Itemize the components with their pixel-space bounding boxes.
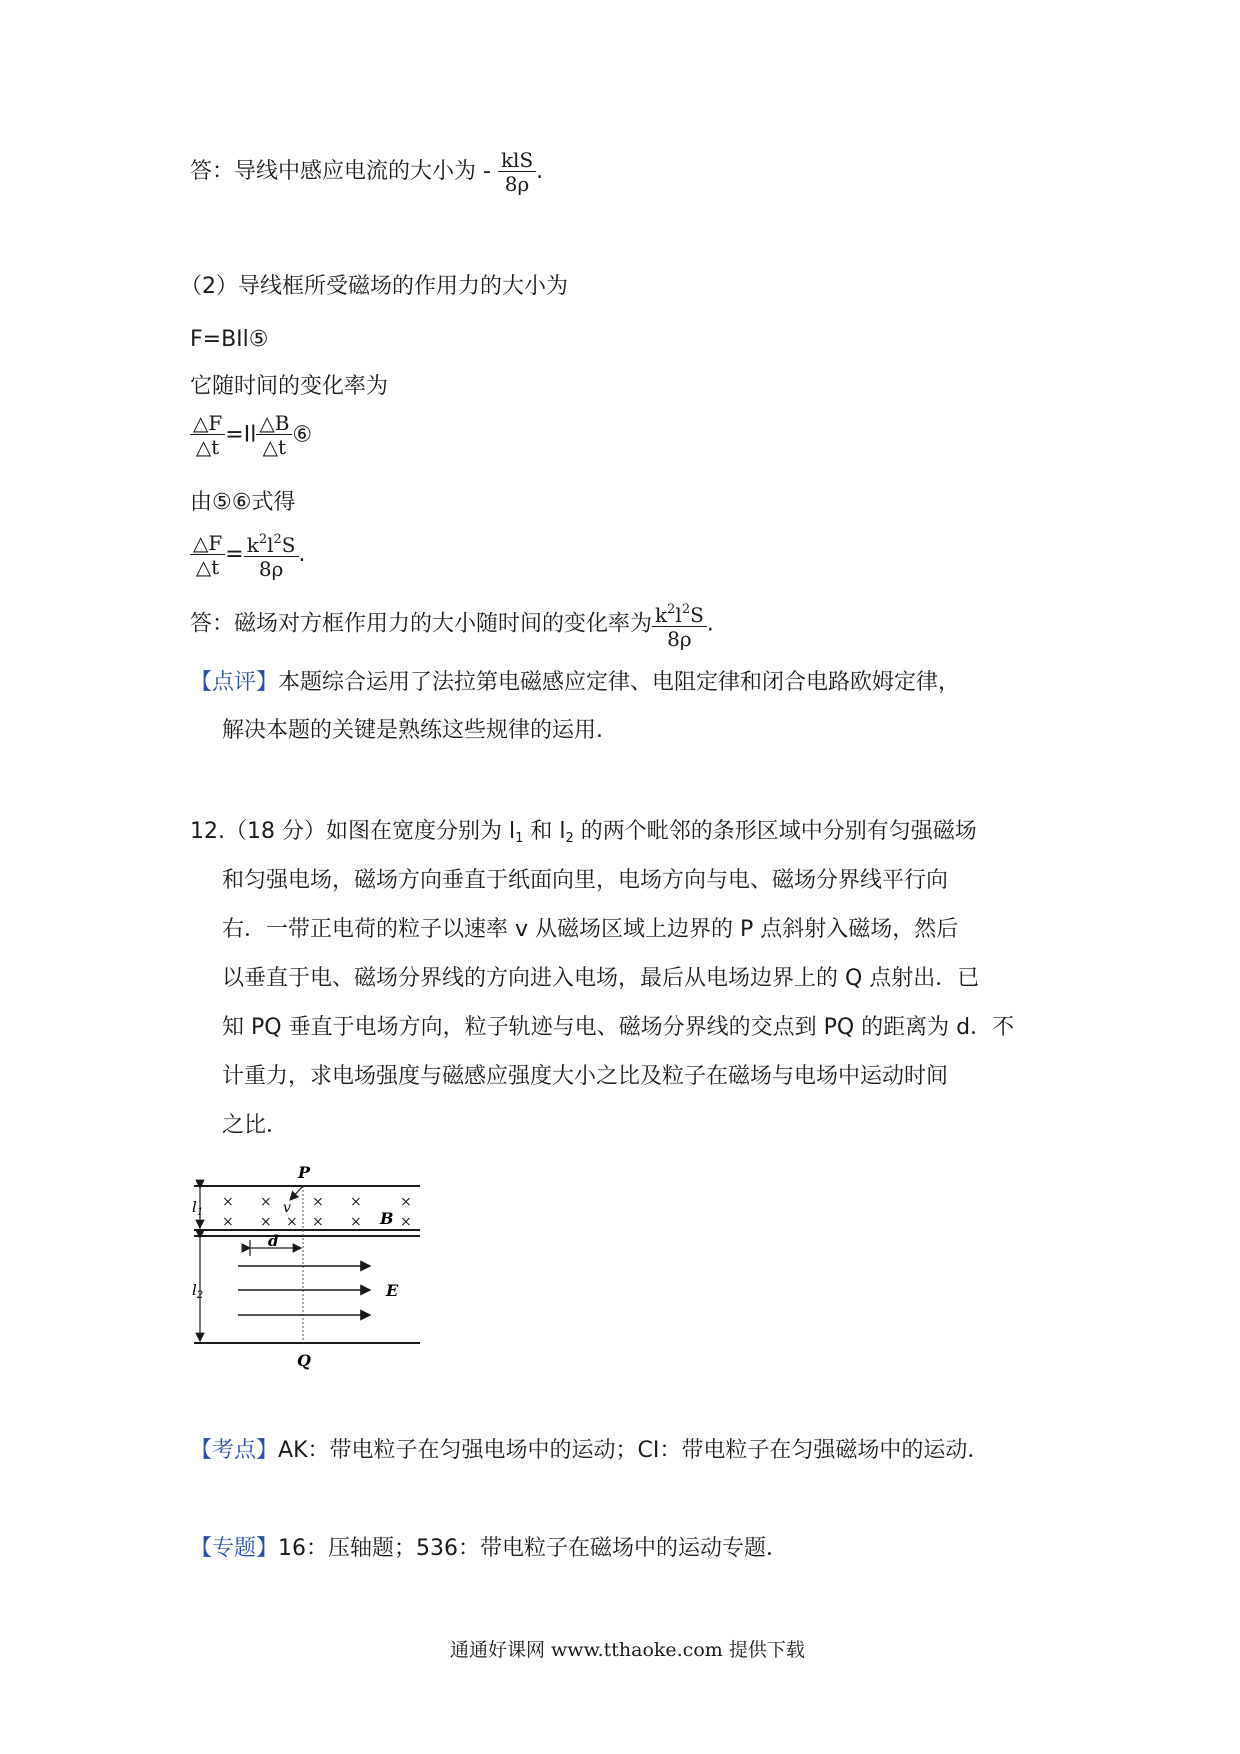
cross: × [222,1194,234,1210]
rate-intro: 它随时间的变化率为 [190,374,389,399]
kaodian-line: 【考点】AK：带电粒子在匀强电场中的运动；CI：带电粒子在匀强磁场中的运动． [190,1438,990,1463]
from-text: 由⑤⑥式得 [190,490,296,515]
answer-1: 答：导线中感应电流的大小为 - $\frac{\text{klS}}{8\rho}$ . [190,148,544,196]
review-line-2: 解决本题的关键是熟练这些规律的运用. [222,718,603,743]
review-tag: 【点评】 [190,670,279,695]
page-footer: 通通好课网 www.tthaoke.com 提供下载 [450,1639,805,1661]
label-E: E [386,1281,399,1300]
label-d: d [268,1232,279,1250]
cross: × [312,1214,324,1230]
cross: × [260,1194,272,1210]
q12-line-4: 以垂直于电、磁场分界线的方向进入电场，最后从电场边界上的 Q 点射出．已 [222,966,980,991]
equation-6: $\frac{\triangle F}{\triangle t}$ =Il $\frac{\triangle B}{\triangle t}$ ⑥ [190,413,312,457]
label-B: B [380,1209,394,1228]
cross: × [350,1214,362,1230]
kaodian-tag: 【考点】 [190,1438,279,1463]
review-line-1: 【点评】本题综合运用了法拉第电磁感应定律、电阻定律和闭合电路欧姆定律， [190,670,961,695]
q12-line-5: 知 PQ 垂直于电场方向，粒子轨迹与电、磁场分界线的交点到 PQ 的距离为 d．不 [222,1015,1015,1040]
answer-2-fraction: $\frac{k^2l^2S}{8\rho}$ [652,600,707,649]
q12-line-3: 右．一带正电荷的粒子以速率 v 从磁场区域上边界的 P 点斜射入磁场，然后 [222,917,959,942]
q12-line-7: 之比． [222,1113,289,1138]
field-diagram [180,1160,440,1375]
q12-line-6: 计重力，求电场强度与磁感应强度大小之比及粒子在磁场与电场中运动时间 [222,1064,949,1089]
cross: × [222,1214,234,1230]
q12-line-2: 和匀强电场，磁场方向垂直于纸面向里，电场方向与电、磁场分界线平行向 [222,868,949,893]
label-l1: $l_1$ [192,1198,204,1218]
cross: × [400,1214,412,1230]
cross: × [260,1214,272,1230]
cross: × [286,1214,298,1230]
label-l2: $l_2$ [192,1281,204,1301]
answer-2: 答：磁场对方框作用力的大小随时间的变化率为 $\frac{k^2l^2S}{8\rho}$ . [190,602,714,651]
answer-1-fraction: $\frac{\text{klS}}{8\rho}$ [498,150,536,194]
equation-7: $\frac{\triangle F}{\triangle t}$ = $\frac{k^2l^2S}{8\rho}$ . [190,530,306,579]
cross: × [400,1194,412,1210]
label-v: v [283,1200,291,1216]
equation-5: F=BIl⑤ [190,327,269,352]
part2-heading: （2）导线框所受磁场的作用力的大小为 [180,274,568,299]
label-Q: Q [297,1351,311,1370]
zhuanti-line: 【专题】16：压轴题；536：带电粒子在磁场中的运动专题． [190,1536,789,1561]
cross: × [312,1194,324,1210]
cross: × [350,1194,362,1210]
zhuanti-tag: 【专题】 [190,1536,279,1561]
q12-line-1: 12.（18 分）如图在宽度分别为 $l_1$ 和 $l_2$ 的两个毗邻的条形区域中分别有匀强磁场 [190,819,977,846]
velocity-arrow [290,1186,303,1200]
label-P: P [298,1163,311,1182]
